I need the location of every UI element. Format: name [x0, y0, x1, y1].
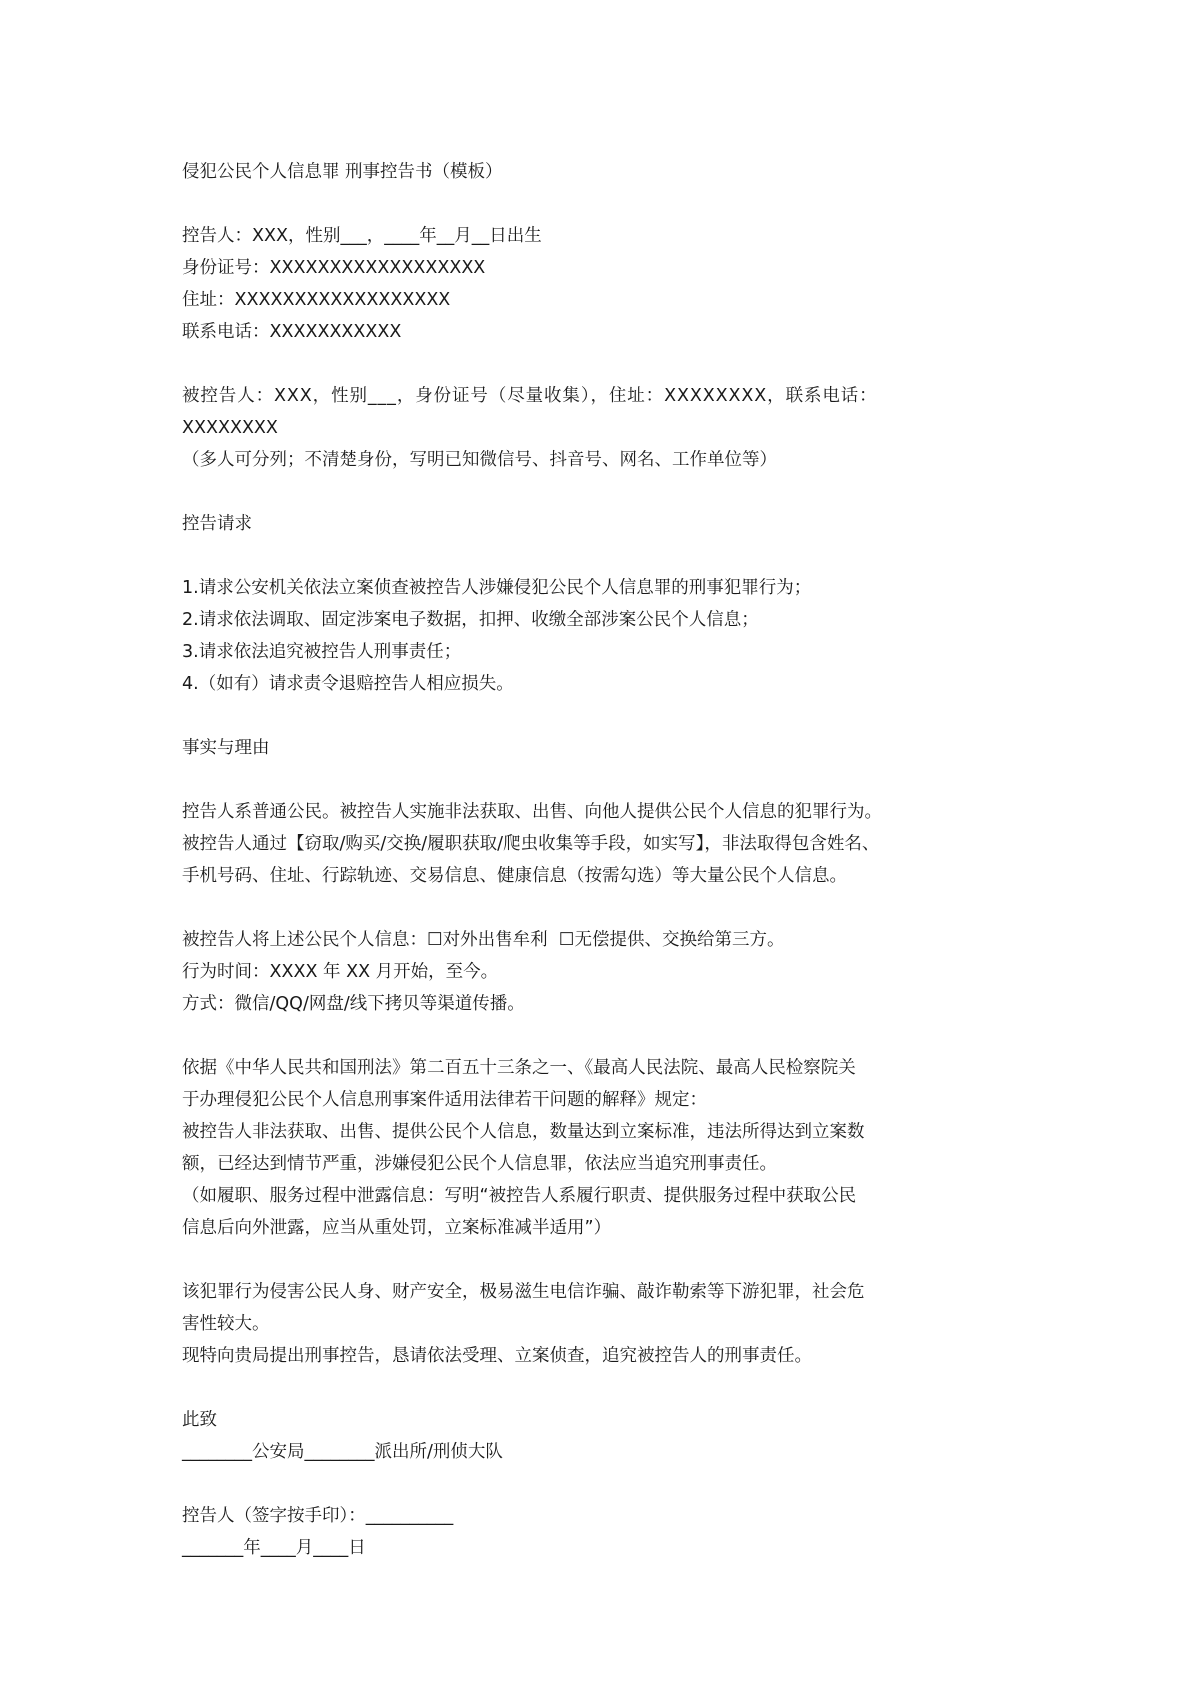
spacer: [182, 1468, 1022, 1500]
spacer: [182, 700, 1022, 732]
spacer: [182, 1244, 1022, 1276]
spacer: [182, 348, 1022, 380]
facts-paragraph-3: [182, 1052, 1022, 1244]
respondent-phone-value: XXXXXXXX: [182, 418, 278, 438]
paragraph-line: 被控告人将上述公民个人信息：☐对外出售牟利 ☐无偿提供、交换给第三方。: [182, 930, 785, 950]
paragraph-line: 被控告人通过【窃取/购买/交换/履职获取/爬虫收集等手段，如实写】，非法取得包含姓名、: [182, 834, 880, 854]
facts-paragraph-2: [182, 924, 1022, 1020]
paragraph-line: 控告人系普通公民。被控告人实施非法获取、出售、向他人提供公民个人信息的犯罪行为。: [182, 802, 882, 822]
facts-heading: 事实与理由: [182, 738, 270, 758]
facts-paragraph-4: [182, 1276, 1022, 1372]
paragraph-line: 方式：微信/QQ/网盘/线下拷贝等渠道传播。: [182, 994, 525, 1014]
closing-recipient: ________公安局________派出所/刑侦大队: [182, 1442, 503, 1462]
date-line: _______年____月____日: [182, 1538, 366, 1558]
paragraph-line: 该犯罪行为侵害公民人身、财产安全，极易滋生电信诈骗、敲诈勒索等下游犯罪，社会危: [182, 1282, 865, 1302]
paragraph-line: 害性较大。: [182, 1314, 270, 1334]
facts-paragraph-1: [182, 796, 1022, 892]
closing-section: [182, 1404, 1022, 1564]
spacer: [182, 1020, 1022, 1052]
document-page: [182, 156, 1022, 1564]
request-item: 4.（如有）请求责令退赔控告人相应损失。: [182, 674, 514, 694]
paragraph-line: （如履职、服务过程中泄露信息：写明“被控告人系履行职责、提供服务过程中获取公民: [182, 1186, 857, 1206]
signature-line: 控告人（签字按手印）：__________: [182, 1506, 454, 1526]
document-title: 侵犯公民个人信息罪 刑事控告书（模板）: [182, 162, 503, 182]
complainant-phone: 联系电话：XXXXXXXXXXX: [182, 322, 402, 342]
request-item: 1.请求公安机关依法立案侦查被控告人涉嫌侵犯公民个人信息罪的刑事犯罪行为；: [182, 578, 812, 598]
complainant-id-number: 身份证号：XXXXXXXXXXXXXXXXXX: [182, 258, 486, 278]
spacer: [182, 540, 1022, 572]
respondent-line: 被控告人：XXX，性别___，身份证号（尽量收集），住址：XXXXXXXX，联系电话：: [182, 386, 878, 406]
paragraph-line: 信息后向外泄露，应当从重处罚，立案标准减半适用”）: [182, 1218, 612, 1238]
paragraph-line: 手机号码、住址、行踪轨迹、交易信息、健康信息（按需勾选）等大量公民个人信息。: [182, 866, 847, 886]
spacer: [182, 764, 1022, 796]
paragraph-line: 额，已经达到情节严重，涉嫌侵犯公民个人信息罪，依法应当追究刑事责任。: [182, 1154, 777, 1174]
respondent-note: （多人可分列；不清楚身份，写明已知微信号、抖音号、网名、工作单位等）: [182, 450, 777, 470]
paragraph-line: 现特向贵局提出刑事控告，恳请依法受理、立案侦查，追究被控告人的刑事责任。: [182, 1346, 812, 1366]
facts-section: [182, 732, 1022, 1372]
spacer: [182, 476, 1022, 508]
complainant-section: [182, 220, 1022, 348]
spacer: [182, 1372, 1022, 1404]
complainant-address: 住址：XXXXXXXXXXXXXXXXXX: [182, 290, 451, 310]
request-item: 3.请求依法追究被控告人刑事责任；: [182, 642, 462, 662]
respondent-section: [182, 380, 1022, 476]
paragraph-line: 被控告人非法获取、出售、提供公民个人信息，数量达到立案标准，违法所得达到立案数: [182, 1122, 865, 1142]
requests-section: [182, 508, 1022, 700]
complainant-line: 控告人：XXX，性别___，____年__月__日出生: [182, 226, 542, 246]
paragraph-line: 依据《中华人民共和国刑法》第二百五十三条之一、《最高人民法院、最高人民检察院关: [182, 1058, 856, 1078]
request-item: 2.请求依法调取、固定涉案电子数据，扣押、收缴全部涉案公民个人信息；: [182, 610, 759, 630]
requests-heading: 控告请求: [182, 514, 252, 534]
spacer: [182, 188, 1022, 220]
spacer: [182, 892, 1022, 924]
paragraph-line: 于办理侵犯公民个人信息刑事案件适用法律若干问题的解释》规定：: [182, 1090, 707, 1110]
closing-salutation: 此致: [182, 1410, 217, 1430]
paragraph-line: 行为时间：XXXX 年 XX 月开始，至今。: [182, 962, 499, 982]
